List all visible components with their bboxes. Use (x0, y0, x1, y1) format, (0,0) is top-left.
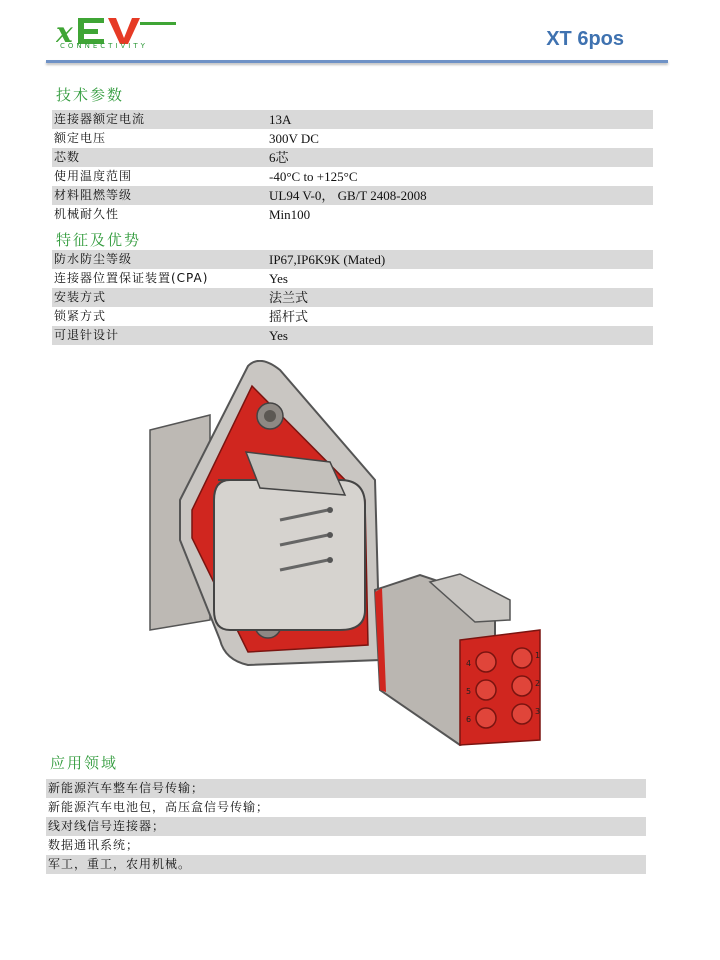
spec-value: 法兰式 (269, 290, 309, 305)
table-row (52, 129, 653, 148)
table-row (52, 167, 653, 186)
table-row (52, 269, 653, 288)
pin-label: 2 (535, 679, 541, 688)
spec-label: 使用温度范围 (54, 169, 133, 183)
spec-label: 额定电压 (54, 131, 107, 145)
pin-label: 6 (466, 715, 472, 724)
mating-plug (375, 574, 540, 745)
table-row (52, 307, 653, 326)
applications-heading: 应用领域 (50, 754, 119, 772)
pin-label: 1 (535, 651, 541, 660)
spec-label: 芯数 (54, 150, 81, 164)
spec-label: 机械耐久性 (54, 207, 120, 221)
list-item: 新能源汽车整车信号传输； (46, 779, 646, 798)
table-row (52, 205, 653, 224)
flange-receptacle (150, 361, 380, 665)
list-item: 线对线信号连接器； (46, 817, 646, 836)
spec-value: 6芯 (269, 150, 289, 165)
connector-photo (130, 360, 570, 750)
pin-label: 4 (466, 659, 472, 668)
tech-params-heading: 技术参数 (56, 86, 125, 104)
spec-label: 可退针设计 (54, 328, 120, 342)
spec-label: 防水防尘等级 (54, 252, 133, 266)
pin-label: 5 (466, 687, 472, 696)
document-title: XT 6pos (546, 28, 624, 50)
table-row (52, 110, 653, 129)
table-row (52, 326, 653, 345)
list-item: 新能源汽车电池包，高压盒信号传输； (48, 800, 270, 814)
applications-list (46, 779, 646, 874)
spec-label: 锁紧方式 (54, 309, 107, 323)
header-divider (46, 60, 668, 63)
features-heading: 特征及优势 (56, 231, 142, 249)
spec-value: -40°C to +125°C (269, 169, 358, 184)
logo-tagline: CONNECTIVITY (60, 42, 148, 50)
list-item: 数据通讯系统； (48, 838, 140, 852)
spec-value: 300V DC (269, 131, 319, 146)
tech-params-table (52, 110, 653, 224)
spec-value: Min100 (269, 207, 311, 222)
spec-value: 13A (269, 112, 292, 127)
table-row (52, 148, 653, 167)
table-row (52, 288, 653, 307)
features-table (52, 250, 653, 345)
spec-label: 材料阻燃等级 (54, 188, 133, 202)
spec-value: Yes (269, 271, 288, 286)
svg-text:x: x (56, 16, 73, 49)
spec-label: 连接器额定电流 (54, 112, 146, 126)
spec-value: IP67,IP6K9K (Mated) (269, 252, 386, 267)
spec-label: 连接器位置保证装置(CPA) (54, 271, 209, 285)
spec-value: UL94 V-0， GB/T 2408-2008 (269, 188, 427, 203)
table-row (52, 250, 653, 269)
list-item: 军工，重工，农用机械。 (46, 855, 646, 874)
spec-value: 摇杆式 (269, 309, 309, 324)
spec-label: 安装方式 (54, 290, 107, 304)
table-row (52, 186, 653, 205)
pin-label: 3 (535, 707, 541, 716)
spec-value: Yes (269, 328, 288, 343)
